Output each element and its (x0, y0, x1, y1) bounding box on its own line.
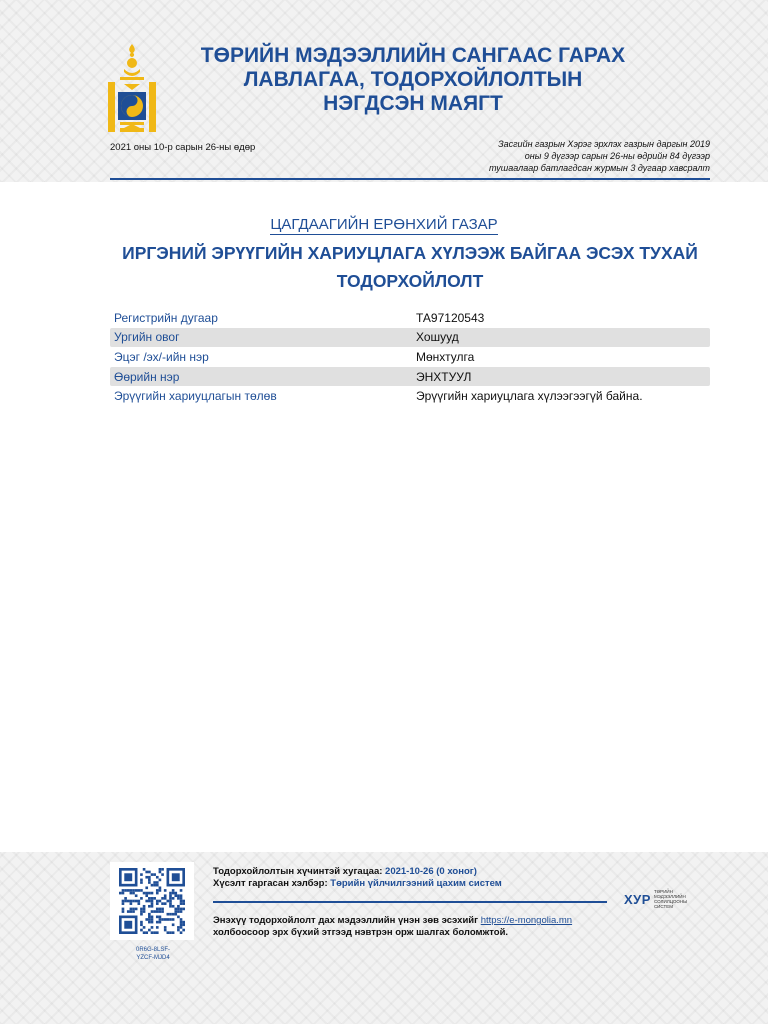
request-line (213, 878, 502, 889)
header-title-line: ТӨРИЙН МЭДЭЭЛЛИЙН САНГААС ГАРАХ (200, 44, 626, 67)
hur-logo-mark: ХУР (624, 891, 651, 907)
info-row-parent (110, 347, 710, 367)
info-label: Эрүүгийн хариуцлагын төлөв (114, 389, 277, 404)
qr-code-icon (119, 868, 185, 934)
info-label: Өөрийн нэр (114, 369, 180, 384)
document-title-line: ТОДОРХОЙЛОЛТ (336, 271, 484, 291)
info-value: Мөнхтулга (416, 349, 475, 364)
verify-link[interactable]: https://e-mongolia.mn (480, 915, 573, 926)
header-title-line: ЛАВЛАГАА, ТОДОРХОЙЛОЛТЫН (243, 68, 583, 91)
info-label: Ургийн овог (114, 330, 180, 345)
header-title (170, 44, 656, 116)
decree-line: тушаалаар батлагдсан журмын 3 дугаар хавсралт (488, 163, 710, 173)
request-label: Хүсэлт гаргасан хэлбэр: (213, 878, 328, 889)
info-row-given-name (110, 367, 710, 387)
hur-logo (624, 889, 704, 909)
info-value: ТА97120543 (416, 310, 485, 325)
decree-reference (410, 138, 710, 174)
info-value: ЭНХТУУЛ (416, 369, 472, 384)
request-value: Төрийн үйлчилгээний цахим систем (330, 878, 502, 889)
soyombo-emblem-icon (108, 44, 156, 132)
info-table (110, 308, 710, 406)
verify-text-after: холбоосоор эрх бүхий этгээд нэвтрэн орж шалгах боломжтой. (213, 927, 509, 938)
document-title-line: ИРГЭНИЙ ЭРҮҮГИЙН ХАРИУЦЛАГА ХҮЛЭЭЖ БАЙГАА ЭСЭХ ТУХАЙ (122, 243, 698, 263)
info-row-criminal-status (110, 386, 710, 406)
info-row-register (110, 308, 710, 328)
decree-line: Засгийн газрын Хэрэг эрхлэх газрын даргын 2019 (498, 139, 710, 149)
info-value: Эрүүгийн хариуцлага хүлээгээгүй байна. (416, 389, 643, 404)
hur-logo-text: ТӨРИЙН МЭДЭЭЛЛИЙН СОЛИЛЦООНЫ СИСТЕМ (653, 889, 688, 909)
document-title (110, 239, 710, 295)
agency-name-text: ЦАГДААГИЙН ЕРӨНХИЙ ГАЗАР (270, 216, 498, 233)
header-divider (110, 178, 710, 180)
verify-line-2 (213, 927, 508, 938)
qr-code-text: 0R6G-8LSF-YZCF-MJD4 (135, 947, 170, 961)
info-value: Хошууд (416, 330, 459, 345)
validity-label: Тодорхойлолтын хүчинтэй хугацаа: (213, 866, 383, 877)
agency-name (0, 216, 768, 235)
info-row-clan (110, 328, 710, 348)
verify-text: Энэхүү тодорхойлолт дах мэдээллийн үнэн зөв эсэхийг (213, 915, 479, 926)
info-label: Эцэг /эх/-ийн нэр (114, 349, 209, 364)
decree-line: оны 9 дүгээр сарын 26-ны өдрийн 84 дүгээр (524, 151, 710, 161)
info-label: Регистрийн дугаар (114, 310, 218, 325)
footer-divider (213, 901, 607, 903)
validity-line (213, 866, 477, 877)
verify-line (213, 915, 572, 926)
issue-date: 2021 оны 10-р сарын 26-ны өдөр (110, 142, 256, 153)
qr-code-box (110, 862, 194, 940)
validity-value: 2021-10-26 (0 хоног) (385, 866, 477, 877)
header-title-line: НЭГДСЭН МАЯГТ (323, 92, 503, 115)
